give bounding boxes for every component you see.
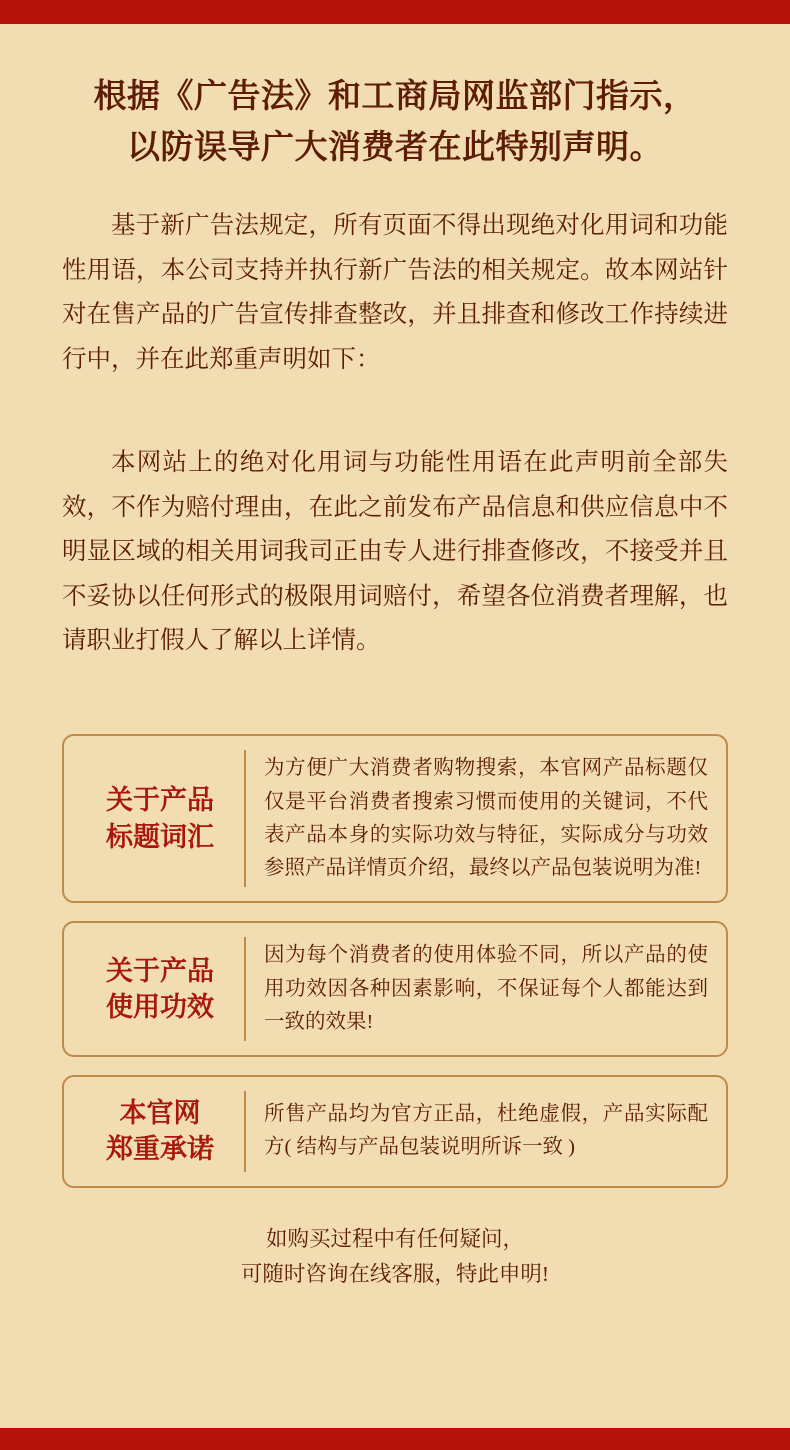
statement-card xyxy=(62,921,728,1057)
card-body: 所售产品均为官方正品，杜绝虚假，产品实际配方( 结构与产品包装说明所诉一致 ) xyxy=(264,1103,708,1159)
card-title xyxy=(76,750,246,887)
statement-paragraph-1: 基于新广告法规定，所有页面不得出现绝对化用词和功能性用语，本公司支持并执行新广告法的相关规定。故本网站针对在售产品的广告宣传排查整改，并且排查和修改工作持续进行中，并在此郑重声明如下： xyxy=(62,212,728,374)
card-body: 因为每个消费者的使用体验不同，所以产品的使用功效因各种因素影响，不保证每个人都能达到一致的效果! xyxy=(264,944,708,1033)
statement-card xyxy=(62,1075,728,1188)
card-title-line2: 标题词汇 xyxy=(106,821,214,852)
page-title-line1: 根据《广告法》和工商局网监部门指示， xyxy=(93,79,697,115)
card-title xyxy=(76,937,246,1041)
card-title-line1: 关于产品 xyxy=(106,785,214,816)
footer-note-line2: 可随时咨询在线客服，特此申明! xyxy=(240,1261,550,1286)
footer-note xyxy=(62,1222,728,1302)
statement-paragraph-2: 本网站上的绝对化用词与功能性用语在此声明前全部失效，不作为赔付理由，在此之前发布产品信息和供应信息中不明显区域的相关用词我司正由专人进行排查修改，不接受并且不妥协以任何形式的极限用词赔付，希望各位消费者理解，也请职业打假人了解以上详情。 xyxy=(62,449,728,655)
page-title-line2: 以防误导广大消费者在此特别声明。 xyxy=(127,130,663,167)
top-red-bar xyxy=(0,0,790,24)
card-title-line1: 本官网 xyxy=(119,1097,201,1128)
card-title xyxy=(76,1091,246,1172)
statement-content xyxy=(0,24,790,1428)
page-title xyxy=(62,72,728,174)
footer-note-line1: 如购买过程中有任何疑问， xyxy=(265,1226,524,1251)
card-title-line2: 使用功效 xyxy=(106,992,214,1023)
statement-card-list xyxy=(62,734,728,1187)
card-title-line1: 关于产品 xyxy=(106,955,214,986)
card-body: 为方便广大消费者购物搜索，本官网产品标题仅仅是平台消费者搜索习惯而使用的关键词，不代表产品本身的实际功效与特征，实际成分与功效参照产品详情页介绍，最终以产品包装说明为准! xyxy=(264,757,708,880)
statement-card xyxy=(62,734,728,903)
card-title-line2: 郑重承诺 xyxy=(106,1134,214,1165)
bottom-red-bar xyxy=(0,1428,790,1450)
